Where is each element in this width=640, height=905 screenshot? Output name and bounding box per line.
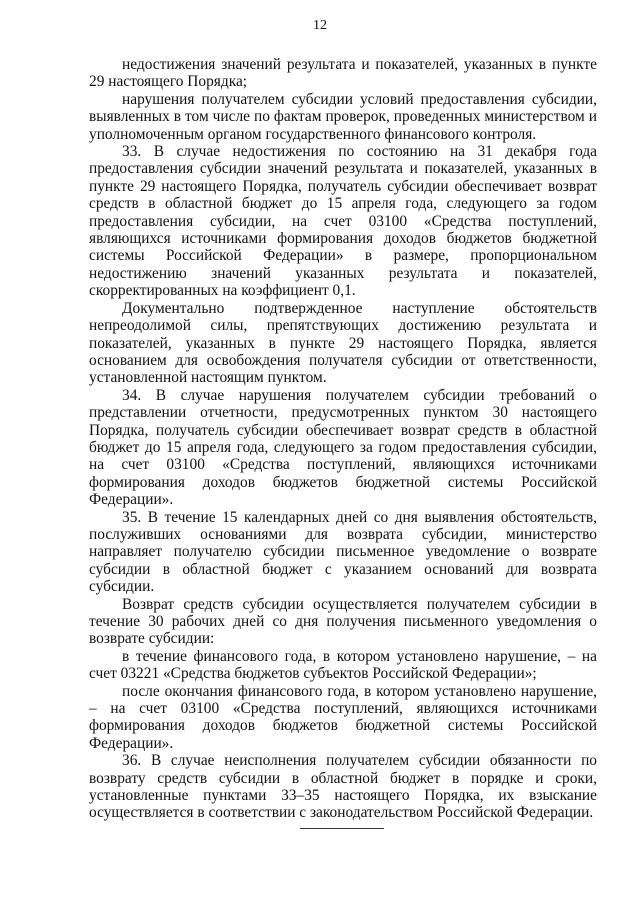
paragraph-clause-33: 33. В случае недостижения по состоянию на 31 декабря года предоставления субсидии значений результата и показателей, указанных в пункте 29 настоящего Порядка, получатель субсидии обеспечивает возврат средств в областной бюджет до 15 апреля года, следующего за годом предоставления субсидии, на счет 03100 «Средства поступлений, являющихся источниками формирования доходов бюджетов бюджетной системы Российской Федерации» в размере, пропорциональном недостижению значений указанных результата и показателей, скорректированных на коэффициент 0,1. bbox=[89, 143, 597, 300]
paragraph: недостижения значений результата и показателей, указанных в пункте 29 настоящего Порядка; bbox=[89, 56, 597, 91]
document-body bbox=[89, 56, 597, 822]
paragraph: Документально подтвержденное наступление обстоятельств непреодолимой силы, препятствующих достижению результата и показателей, указанных в пункте 29 настоящего Порядка, является основанием для освобождения получателя субсидии от ответственности, установленной настоящим пунктом. bbox=[89, 299, 597, 387]
paragraph-clause-36: 36. В случае неисполнения получателем субсидии обязанности по возврату средств субсидии в областной бюджет в порядке и сроки, установленные пунктами 33–35 настоящего Порядка, их взыскание осуществляется в соответствии с законодательством Российской Федерации. bbox=[89, 752, 597, 822]
page-number: 12 bbox=[313, 18, 327, 33]
end-divider-line bbox=[300, 828, 384, 829]
paragraph-clause-34: 34. В случае нарушения получателем субсидии требований о представлении отчетности, предусмотренных пунктом 30 настоящего Порядка, получатель субсидии обеспечивает возврат средств в областной бюджет до 15 апреля года, следующего за годом предоставления субсидии, на счет 03100 «Средства поступлений, являющихся источниками формирования доходов бюджетов бюджетной системы Российской Федерации». bbox=[89, 386, 597, 509]
paragraph-clause-35: 35. В течение 15 календарных дней со дня выявления обстоятельств, послуживших основаниями для возврата субсидии, министерство направляет получателю субсидии письменное уведомление о возврате субсидии в областной бюджет с указанием оснований для возврата субсидии. bbox=[89, 508, 597, 596]
paragraph: после окончания финансового года, в котором установлено нарушение, – на счет 03100 «Средства поступлений, являющихся источниками формирования доходов бюджетов бюджетной системы Российской Федерации». bbox=[89, 682, 597, 752]
paragraph: Возврат средств субсидии осуществляется получателем субсидии в течение 30 рабочих дней со дня получения письменного уведомления о возврате субсидии: bbox=[89, 595, 597, 648]
paragraph: в течение финансового года, в котором установлено нарушение, – на счет 03221 «Средства бюджетов субъектов Российской Федерации»; bbox=[89, 647, 597, 683]
paragraph: нарушения получателем субсидии условий предоставления субсидии, выявленных в том числе по фактам проверок, проведенных министерством и уполномоченным органом государственного финансового контроля. bbox=[89, 90, 597, 143]
